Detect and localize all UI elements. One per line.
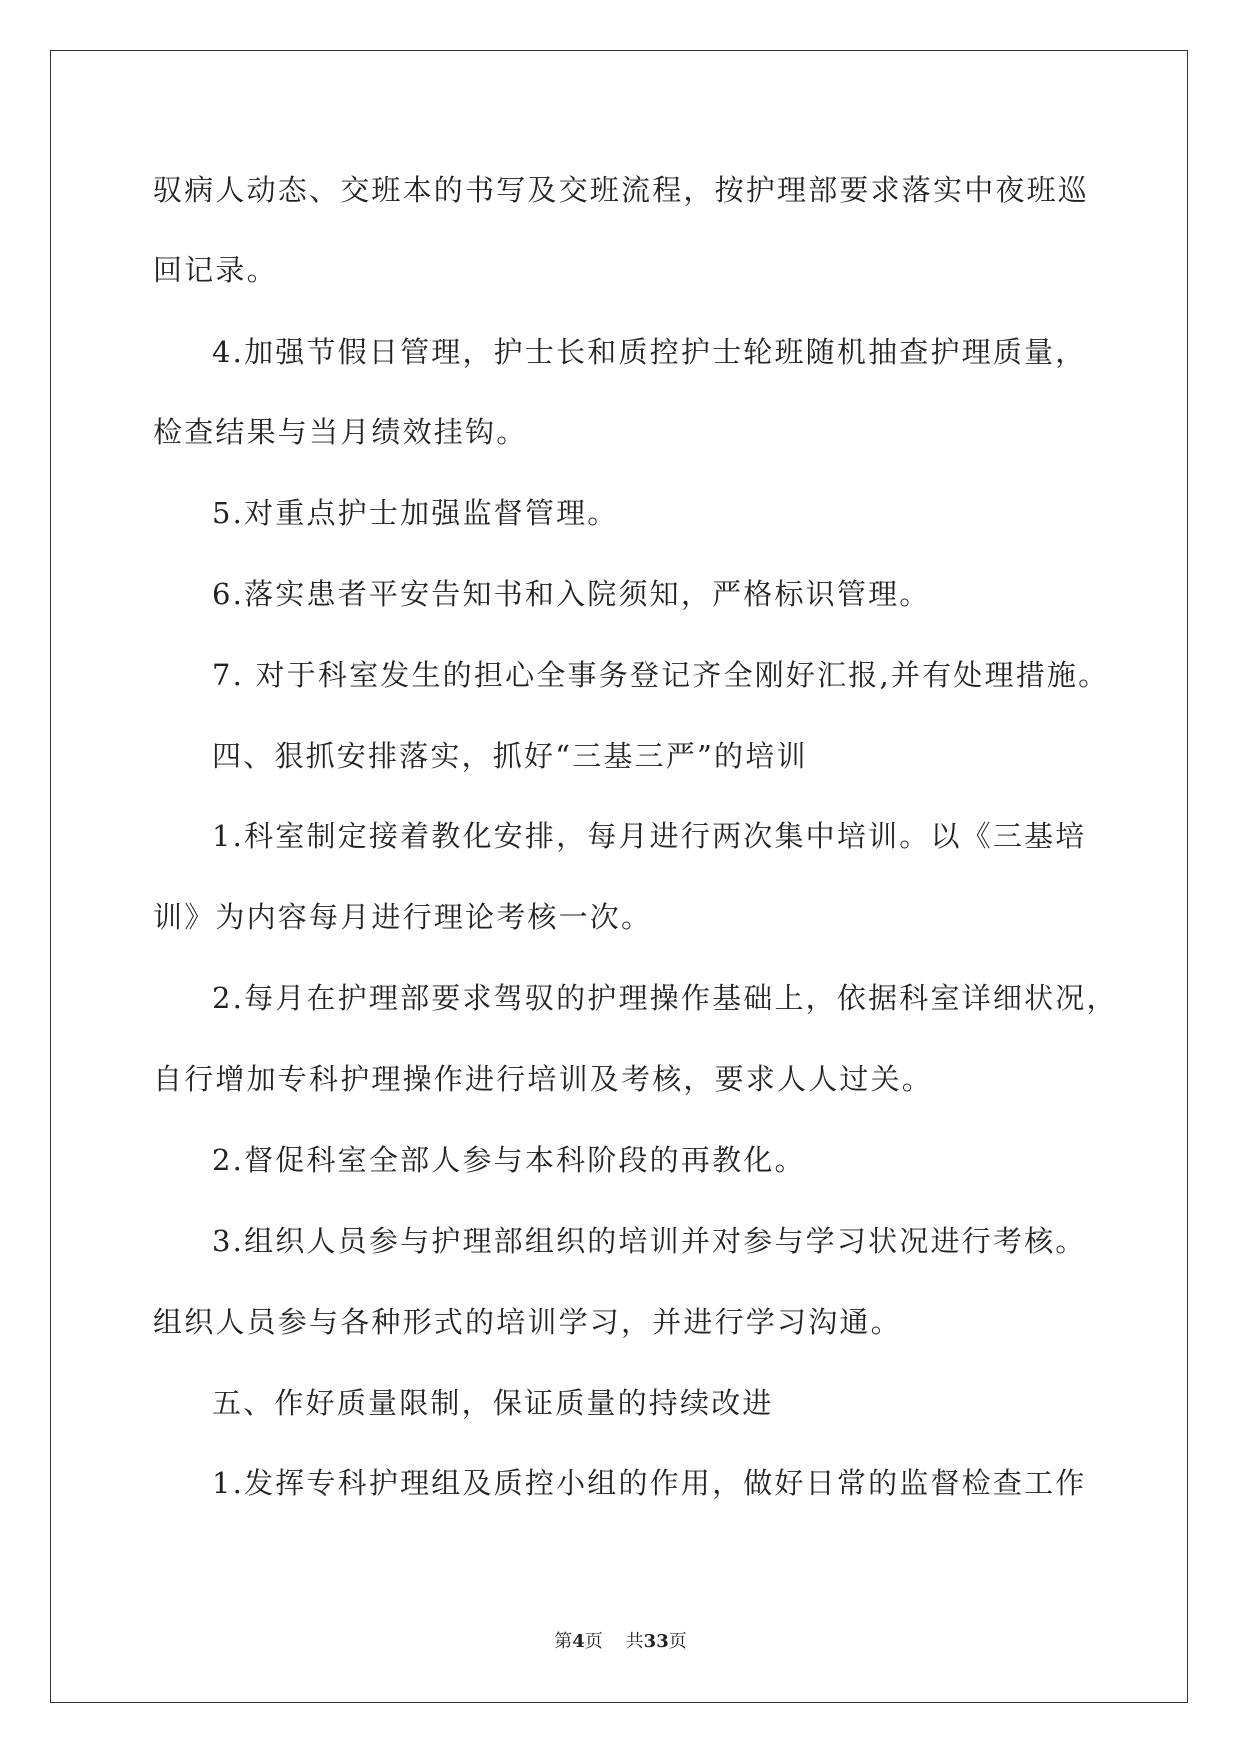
total-page-count: 33: [643, 1631, 669, 1652]
body-line-9: 1.科室制定接着教化安排，每月进行两次集中培训。以《三基培: [212, 819, 1087, 853]
footer-page-suffix: 页: [584, 1631, 603, 1652]
section-heading-4: 四、狠抓安排落实，抓好“三基三严”的培训: [212, 739, 808, 773]
body-line-11: 2.每月在护理部要求驾驭的护理操作基础上，依据科室详细状况，: [212, 981, 1118, 1015]
body-line-13: 2.督促科室全部人参与本科阶段的再教化。: [212, 1143, 806, 1177]
section-heading-5: 五、作好质量限制，保证质量的持续改进: [212, 1386, 774, 1420]
body-line-1: 驭病人动态、交班本的书写及交班流程，按护理部要求落实中夜班巡: [153, 173, 1090, 207]
footer-total-suffix: 页: [668, 1631, 687, 1652]
body-line-7: 7. 对于科室发生的担心全事务登记齐全刚好汇报,并有处理措施。: [212, 658, 1110, 692]
body-line-5: 5.对重点护士加强监督管理。: [212, 496, 619, 530]
footer-prefix: 第: [554, 1631, 573, 1652]
current-page-number: 4: [572, 1631, 585, 1652]
body-line-2: 回记录。: [153, 253, 278, 287]
body-line-10: 训》为内容每月进行理论考核一次。: [153, 900, 653, 934]
footer-total-prefix: 共: [625, 1631, 644, 1652]
body-line-6: 6.落实患者平安告知书和入院须知，严格标识管理。: [212, 577, 931, 611]
page-footer: [0, 1627, 1241, 1653]
page-border: [50, 50, 1188, 1703]
body-line-12: 自行增加专科护理操作进行培训及考核，要求人人过关。: [153, 1062, 934, 1096]
body-line-14: 3.组织人员参与护理部组织的培训并对参与学习状况进行考核。: [212, 1224, 1087, 1258]
body-line-4: 检查结果与当月绩效挂钩。: [153, 415, 528, 449]
body-line-15: 组织人员参与各种形式的培训学习，并进行学习沟通。: [153, 1305, 902, 1339]
body-line-3: 4.加强节假日管理，护士长和质控护士轮班随机抽查护理质量，: [212, 335, 1087, 369]
body-line-17: 1.发挥专科护理组及质控小组的作用，做好日常的监督检查工作: [212, 1466, 1087, 1500]
